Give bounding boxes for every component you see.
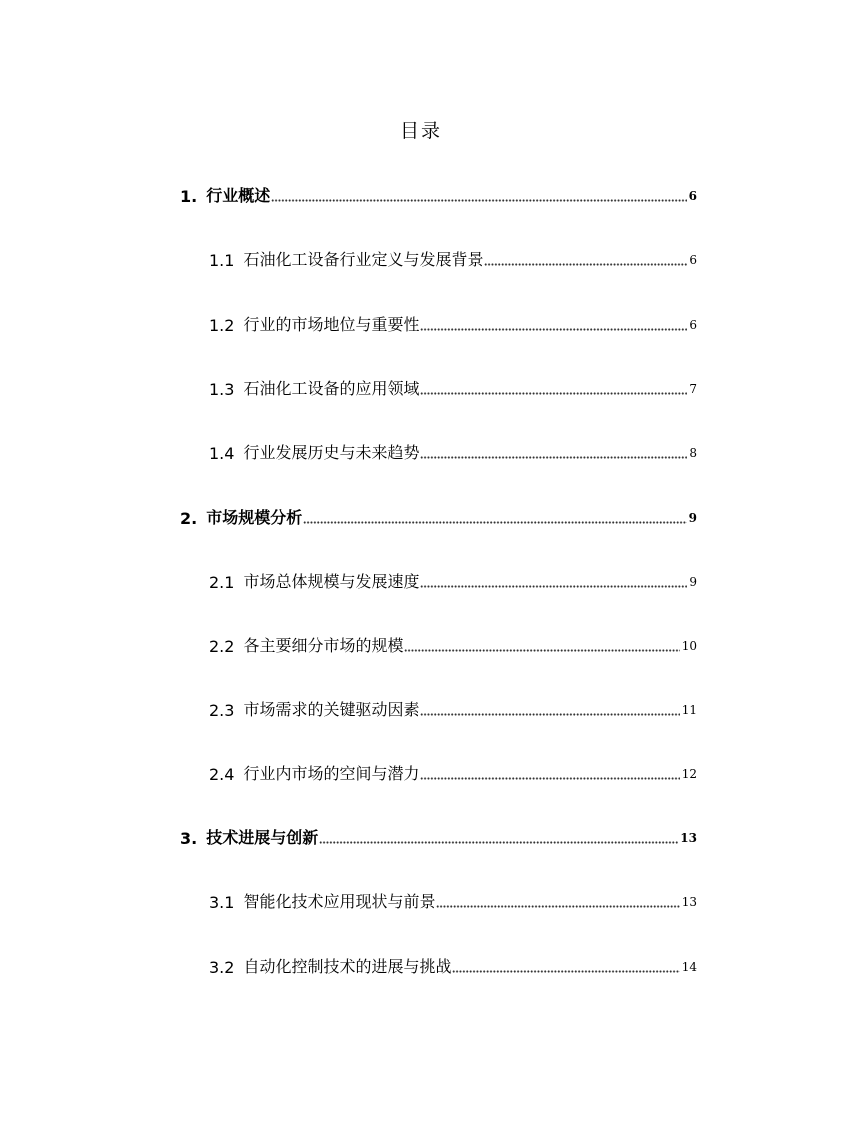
toc-entry-page: 12	[681, 767, 697, 781]
toc-entry-number: 3.1	[209, 893, 235, 912]
toc-entry-title: 行业的市场地位与重要性	[243, 315, 420, 334]
toc-entry-chapter[interactable]	[180, 822, 697, 848]
toc-entry-section[interactable]	[209, 694, 697, 720]
toc-entry-title: 石油化工设备的应用领域	[243, 379, 420, 398]
toc-entry-title: 市场总体规模与发展速度	[243, 572, 420, 591]
toc-dot-leader	[420, 572, 687, 588]
toc-entry-section[interactable]	[209, 309, 697, 335]
toc-dot-leader	[420, 315, 687, 331]
toc-entry-page: 13	[680, 831, 697, 845]
toc-dot-leader	[420, 764, 679, 780]
toc-entry-section[interactable]	[209, 758, 697, 784]
toc-entry-number: 2.3	[209, 701, 235, 720]
toc-dot-leader	[420, 700, 679, 716]
toc-entry-chapter[interactable]	[180, 502, 697, 528]
toc-entry-number: 2.2	[209, 637, 235, 656]
toc-entry-page: 9	[688, 511, 697, 525]
toc-entry-page: 11	[681, 703, 697, 717]
toc-dot-leader	[404, 636, 679, 652]
toc-dot-leader	[271, 186, 686, 202]
toc-dot-leader	[303, 508, 686, 524]
toc-entry-number: 1.	[180, 187, 198, 206]
toc-entry-chapter[interactable]	[180, 180, 697, 206]
toc-entry-title: 智能化技术应用现状与前景	[243, 892, 436, 911]
toc-entry-number: 3.	[180, 829, 198, 848]
toc-dot-leader	[436, 892, 679, 908]
toc-entry-title: 石油化工设备行业定义与发展背景	[243, 250, 484, 269]
toc-dot-leader	[420, 379, 687, 395]
toc-entry-number: 1.1	[209, 251, 235, 270]
toc-entry-page: 10	[681, 639, 697, 653]
toc-entry-number: 1.2	[209, 316, 235, 335]
toc-entry-page: 6	[689, 253, 697, 267]
toc-entry-page: 14	[681, 960, 697, 974]
toc-dot-leader	[484, 250, 687, 266]
toc-entry-number: 2.1	[209, 573, 235, 592]
toc-entry-title: 技术进展与创新	[206, 828, 319, 847]
toc-entry-title: 行业概述	[206, 186, 271, 205]
toc-dot-leader	[420, 443, 687, 459]
toc-entry-title: 市场规模分析	[206, 508, 303, 527]
toc-entry-number: 2.	[180, 509, 198, 528]
toc-entry-page: 9	[689, 575, 697, 589]
toc-entry-title: 市场需求的关键驱动因素	[243, 700, 420, 719]
toc-entry-page: 7	[689, 382, 697, 396]
toc-entry-number: 1.3	[209, 380, 235, 399]
toc-entry-page: 13	[681, 895, 697, 909]
toc-entry-title: 行业发展历史与未来趋势	[243, 443, 420, 462]
toc-entry-page: 6	[688, 189, 697, 203]
toc-dot-leader	[319, 828, 678, 844]
toc-entry-number: 3.2	[209, 958, 235, 977]
page-title: 目录	[399, 120, 442, 142]
toc-entry-number: 2.4	[209, 765, 235, 784]
toc-entry-title: 各主要细分市场的规模	[243, 636, 404, 655]
toc-entry-page: 8	[689, 446, 697, 460]
toc-entry-section[interactable]	[209, 886, 697, 912]
toc-entry-section[interactable]	[209, 437, 697, 463]
toc-entry-title: 自动化控制技术的进展与挑战	[243, 957, 452, 976]
toc-dot-leader	[452, 957, 679, 973]
toc-entry-title: 行业内市场的空间与潜力	[243, 764, 420, 783]
toc-entry-section[interactable]	[209, 951, 697, 977]
toc-entry-section[interactable]	[209, 566, 697, 592]
toc-entry-page: 6	[689, 318, 697, 332]
toc-entry-number: 1.4	[209, 444, 235, 463]
toc-entry-section[interactable]	[209, 244, 697, 270]
toc-entry-section[interactable]	[209, 630, 697, 656]
toc-entry-section[interactable]	[209, 373, 697, 399]
